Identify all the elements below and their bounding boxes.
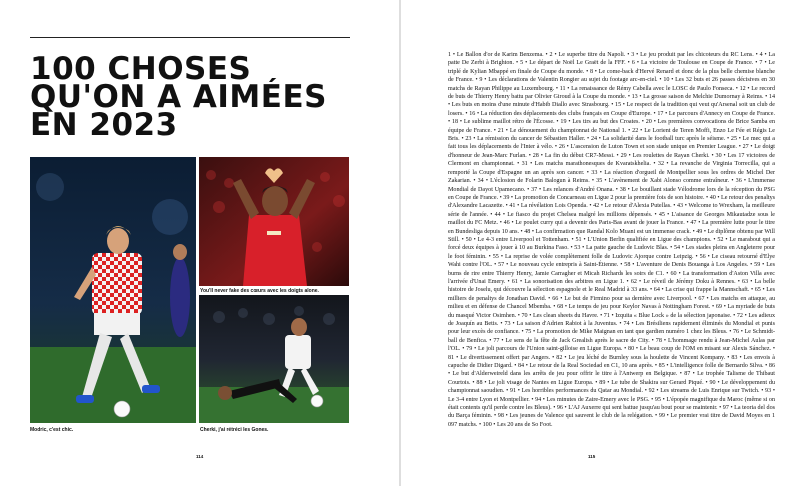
spread-gutter [399, 0, 401, 486]
folio-left: 114 [196, 454, 204, 459]
photo-heart-gesture [199, 157, 349, 286]
list-100-things: 1 • Le Ballon d'or de Karim Benzema. • 2 • Le superbe titre du Napoli. • 3 • Le jeu produit par les chicoteurs du RC Lens. • 4 • La patte De Zerbi à Brighton. • 5 • Le départ de Noël Le Graët de la FFF. • 6 • La victoire de Toulouse en Coupe de France. • 7 • Le triplé de Kylian Mbappé en finale de Coupe du monde. • 8 • Le come-back d'Hervé Renard et donc de la plus belle chemise blanche de France. • 9 • Les déclarations de Valentin Rongier au sujet du footage arc-en-ciel. • 10 • Les 32 buts et 26 passes décisives en 30 matchs de Rayan Philippe au Luxembourg. • 11 • La renaissance de Rémy Cabella avec le LOSC de Paulo Fonseca. • 12 • Le record de buts de Thierry Henry battu par Olivier Giroud à la Coupe du monde. • 13 • La grosse saison de Melchie Dumornay à Reims. • 14 • Les buts en moins d'une minute d'Habib Diallo avec Strasbourg. • 15 • Le respect de la tradition qui veut qu'Arsenal soit un club de losers. • 16 • La réduction des déplacements des clubs français en Coupe d'Europe. • 17 • Le parcours d'Annecy en Coupe de France. • 18 • Le sublime maillot rétro de l'Écosse. • 19 • Les tirs au but des Croates. • 20 • Les premières convocations de Brice Samba en équipe de France. • 21 • Le dénouement du championnat de National 1. • 22 • Le Lorient de Teren Moffi, Enzo Le Fée et Régis Le Bris. • 23 • La rémission du cancer de Sébastien Haller. • 24 • La solidarité dans le football turc après le séisme. • 25 • Le mec qui a fait tous les déplacements de l'Inter à vélo. • 26 • L'ascension de Luton Town et son stade unique en Premier League. • 27 • Le doigt d'honneur de Jean-Marc Furlan. • 28 • La fin du début CR7-Messi. • 29 • Les roulettes de Rayan Cherki. • 30 • Les 17 victoires de Clermont en championnat. • 31 • Les matchs marathonesques de Kvaratskhelia. • 32 • La revanche de Virginia Torrecilla, qui a remporté la Coupe d'Espagne un an après son cancer. • 33 • La réaction d'orgueil de Montpellier sous les ordres de Michel Der Zakarian. • 34 • L'éclosion de Folarin Balogun à Reims. • 35 • L'avènement de Xabi Alonso comme entraîneur. • 36 • L'immense Mondial de Dayot Upamecano. • 37 • Les relances d'André Onana. • 38 • Le bouillant stade Vélodrome lors de la réception du PSG en Coupe de France. • 39 • La promotion de Concarneau en Ligue 2 pour la première fois de son histoire. • 40 • Le retour des penaltys d'Alexandre Lacazette. • 41 • La révélation Lois Openda. • 42 • Le retour d'Alexia Putellas. • 43 • Welcome to Wrexham, la meilleure série de l'année. • 44 • Le fiasco du projet Chelsea malgré les millions dépensés. • 45 • L'aisance de Georges Mikautadze sous le maillot du FC Metz. • 46 • Le poulet curry qui a devenir des Paris-Bas avant de jouer la France. • 47 • La première lutte pour le titre en Bundesliga depuis 10 ans. • 48 • La confirmation que Randal Kolo Muani est un immense crack. • 49 • Le diplôme obtenu par Will Still. • 50 • Le 4-3 entre Liverpool et Tottenham. • 51 • L'Union Berlin qualifiée en Ligue des champions. • 52 • Le marabout qui a forcé deux équipes à jouer à 10 au Burkina Faso. • 53 • La patte gauche de Ludovic Blas. • 54 • Les stades pleins en Angleterre pour le foot féminin. • 55 • La reprise de volée complètement folle de Ludovic Ajorque contre Leipzig. • 56 • Le ciseau retourné d'Elye Wahi contre l'OL. • 57 • Le nouveau cycle entrepris à Saint-Étienne. • 58 • L'aventure de Denis Bouanga à Los Angeles. • 59 • Les burns de rire entre Thierry Henry, Jamie Carragher et Micah Richards les soirs de C1. • 60 • La transformation d'Aston Villa avec l'arrivée d'Unai Emery. • 61 • La sonorisation des arbitres en Ligue 1. • 62 • Le réveil de Jérémy Doku à Rennes. • 63 • La belle histoire de Joselu, qui découvre la sélection espagnole et le Real Madrid à 33 ans. • 64 • La crise qui frappe la Mannschaft. • 65 • Les milliers de penaltys de Jonathan David. • 66 • Le but de Firmino pour sa dernière avec Liverpool. • 67 • Les matchs en attaque, au milieu et en défense de Chancel Mbemba. • 68 • Le temps de jeu pour Keylor Navas à Nottingham Forest. • 69 • La myriade de buts du masqué Victor Osimhen. • 70 • Les clean sheets du Havre. • 71 • Izquita « Blue Lock » de la sélection japonaise. • 72 • Les adieux de Joaquín au Betis. • 73 • La saison d'Adrien Rabiot à la Juventus. • 74 • Les Brésiliens rapidement éliminés du Mondial et punis pour leur excès de confiance. • 75 • La promotion de Mike Maignan en tant que gardien numéro 1 chez les Bleus. • 76 • Le Schmidt-ball de Benfica. • 77 • Le sens de la fête de Jack Grealish après le sacre de City. • 78 • L'hommage rendu à Jean-Michel Aulas par l'OL. • 79 • Le joli parcours de l'Union saint-gilloise en Ligue Europa. • 80 • Le beau coup de l'OM en misant sur Alexis Sánchez. • 81 • Le divertissement offert par Angers. • 82 • Le jeu léché de Burnley sous la houlette de Vincent Kompany. • 83 • Les envois à capuche de Didier Digard. • 84 • Le retour de la Real Sociedad en C1, 10 ans après. • 85 • L'intelligence folle de Bernardo Silva. • 86 • Le but d'Alderweireld dans les arrêts de jeu pour offrir le titre à l'Antwerp en Belgique. • 87 • Le trophée Talisme de Thibaut Courtois. • 88 • Le joli visage de Nantes en Ligue Europa. • 89 • Le tube de Shakira sur Gerard Piqué. • 90 • Le développement du championnat saoudien. • 91 • Les horribles performances du Qatar au Mondial. • 92 • Les streams de Luis Enrique sur Twitch. • 93 • Le 3-4 entre Lyon et Montpellier. • 94 • Les minutes de Zaire-Emery avec le PSG. • 95 • L'épopée magnifique du Maroc (même si on était contents qu'il perde contre les Bleus). • 96 • L'AJ Auxerre qui sent battue jusqu'au bout pour se maintenir. • 97 • La teoria del dos du Barça féminin. • 98 • Les jeunes de Valence qui sauvent le club de la relégation. • 99 • Le premier vrai titre de David Moyes en 1 097 matchs. • 100 • Les 20 ans de So Foot. [448, 52, 775, 428]
caption-modric: Modric, c'est chic. [30, 427, 74, 433]
top-rule [30, 37, 350, 38]
photo-cherki [199, 295, 349, 423]
page-title: 100 CHOSES QU'ON A AIMÉES EN 2023 [30, 51, 327, 143]
folio-right: 115 [588, 454, 596, 459]
photo-modric [30, 157, 196, 423]
caption-cherki: Cherki, j'ai rétréci les Gones. [200, 427, 269, 433]
caption-heart-gesture: You'll never fake des cœurs avec les doigts alone. [200, 288, 319, 294]
